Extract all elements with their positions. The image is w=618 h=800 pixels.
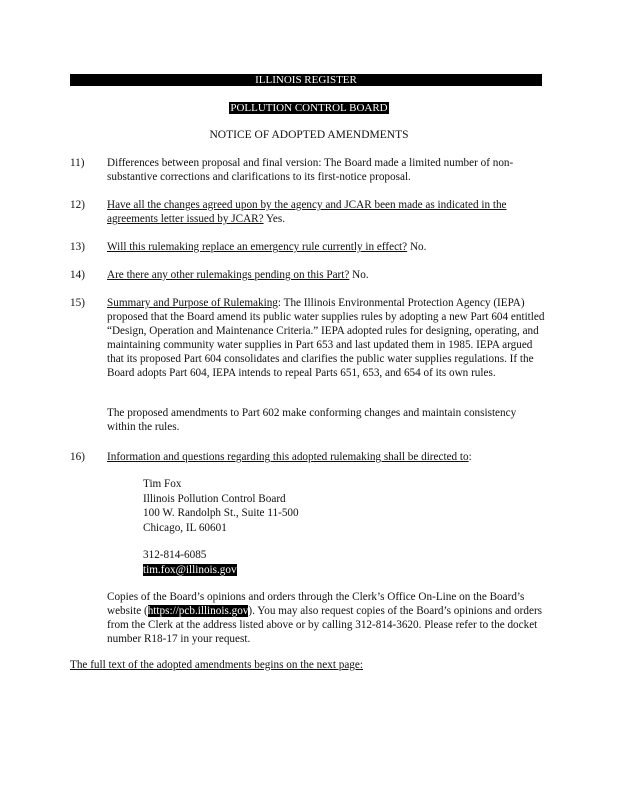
item-question: Have all the changes agreed upon by the agency and JCAR been made as indicated in the agreements letter issued by JCAR? xyxy=(107,199,507,225)
item-number: 12) xyxy=(70,199,85,211)
board-name: POLLUTION CONTROL BOARD xyxy=(230,102,388,114)
item-text: Differences between proposal and final version: The Board made a limited number of non-substantive corrections and clarifications to its first-notice proposal. xyxy=(107,157,514,183)
contact-details xyxy=(143,548,237,577)
item-colon: : xyxy=(468,451,472,463)
item-answer: No. xyxy=(407,241,427,253)
contact-name: Tim Fox xyxy=(143,478,182,490)
website-link[interactable]: https://pcb.illinois.gov xyxy=(147,605,249,617)
item-heading: Information and questions regarding this adopted rulemaking shall be directed to xyxy=(107,451,469,463)
item-answer: Yes. xyxy=(263,213,286,225)
item-number: 13) xyxy=(70,241,85,253)
contact-street: 100 W. Randolph St., Suite 11-500 xyxy=(143,507,299,519)
copies-text-1: Copies of the Board’s opinions and orders through the Clerk’s Office On-Line on the Board’s website ( xyxy=(107,591,525,617)
item-text xyxy=(107,450,547,464)
item-text xyxy=(107,268,547,282)
item-text xyxy=(107,296,547,380)
item-number: 14) xyxy=(70,269,85,281)
item-number: 15) xyxy=(70,297,85,309)
contact-email-link[interactable]: tim.fox@illinois.gov xyxy=(143,563,237,576)
item-answer: No. xyxy=(349,269,369,281)
notice-title: NOTICE OF ADOPTED AMENDMENTS xyxy=(209,129,409,141)
item-text xyxy=(107,198,547,226)
contact-block xyxy=(143,477,299,535)
item-heading: Summary and Purpose of Rulemaking xyxy=(107,297,278,309)
register-title: ILLINOIS REGISTER xyxy=(255,74,357,86)
contact-city: Chicago, IL 60601 xyxy=(143,521,227,534)
item-question: Will this rulemaking replace an emergency rule currently in effect? xyxy=(107,241,408,253)
contact-org: Illinois Pollution Control Board xyxy=(143,492,286,505)
board-header xyxy=(0,101,618,115)
contact-phone: 312-814-6085 xyxy=(143,549,207,561)
item-number: 11) xyxy=(70,157,85,169)
item-paragraph-2: The proposed amendments to Part 602 make conforming changes and maintain consistency within the rules. xyxy=(107,407,517,433)
register-header-bar xyxy=(70,74,542,86)
copies-text-2: ). You may also request copies of the Board’s opinions and orders from the Clerk at the address listed above or by calling 312-814-3620. Please refer to the docket number R18-17 in your request. xyxy=(107,605,543,645)
final-line: The full text of the adopted amendments begins on the next page: xyxy=(70,659,363,671)
item-summary: : The Illinois Environmental Protection Agency (IEPA) proposed that the Board amend its public water supplies rules by adopting a new Part 604 entitled “Design, Operation and Maintenance Criteria.” IEPA adopted rules for designing, operating, and maintaining community water supplies in Part 653 and last updated them in 1985. IEPA argued that its proposed Part 604 consolidates and clarifies the public water supplies regulations. If the Board adopts Part 604, IEPA intends to repeal Parts 651, 653, and 654 of its own rules. xyxy=(107,297,545,379)
item-number: 16) xyxy=(70,451,85,463)
item-text xyxy=(107,240,547,254)
item-question: Are there any other rulemakings pending on this Part? xyxy=(107,269,350,281)
copies-paragraph xyxy=(107,590,547,646)
